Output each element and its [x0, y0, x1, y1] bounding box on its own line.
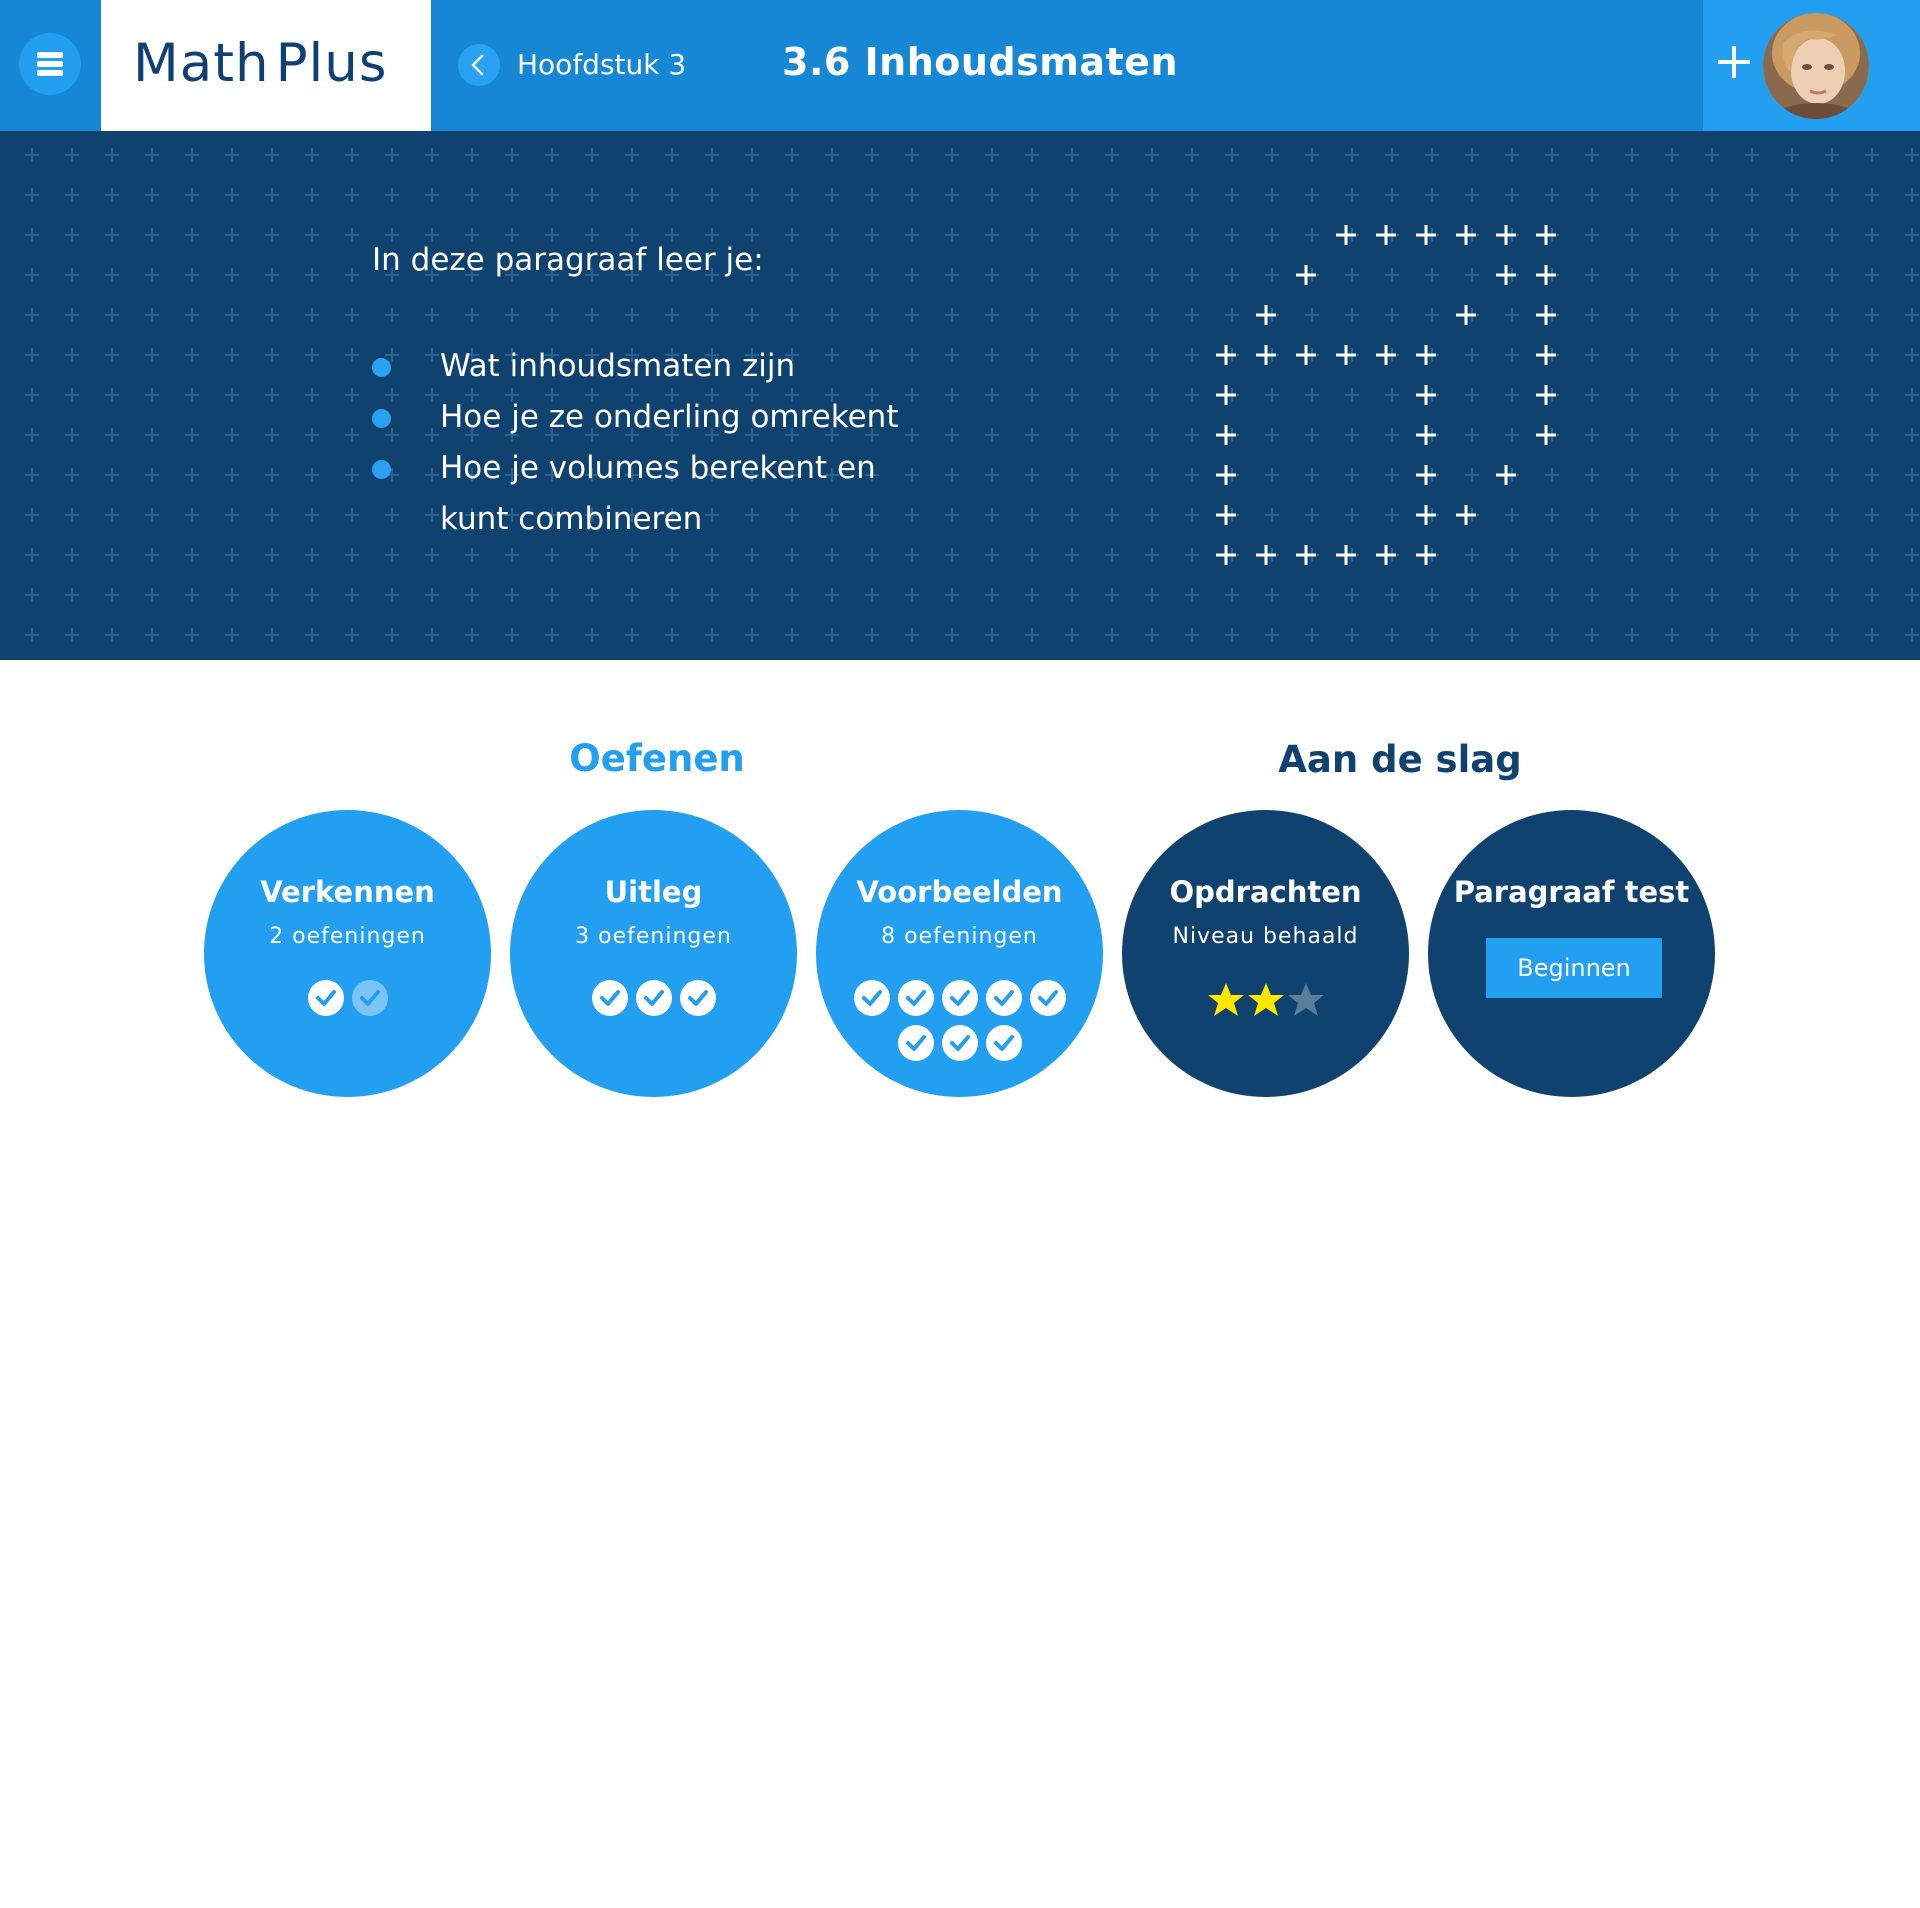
check-done-icon — [898, 980, 934, 1016]
menu-icon[interactable] — [19, 33, 81, 95]
card-subtitle: 8 oefeningen — [881, 924, 1038, 949]
cube-icon — [1200, 211, 1580, 591]
section-title-oefenen: Oefenen — [569, 737, 745, 780]
card-paragraaf-test — [1428, 810, 1715, 1097]
page-title: 3.6 Inhoudsmaten — [782, 40, 1178, 84]
bullet-icon — [372, 460, 391, 479]
begin-test-button[interactable]: Beginnen — [1486, 938, 1662, 998]
level-stars — [1122, 980, 1409, 1024]
star-filled-icon — [1206, 980, 1246, 1020]
card-subtitle: 3 oefeningen — [575, 924, 732, 949]
check-done-icon — [308, 980, 344, 1016]
progress-checks — [510, 980, 797, 1016]
bullet-icon — [372, 409, 391, 428]
list-item — [372, 443, 898, 494]
plus-pattern-background — [0, 131, 1920, 660]
top-bar — [0, 0, 1920, 131]
check-done-icon — [636, 980, 672, 1016]
user-avatar[interactable] — [1763, 13, 1869, 119]
check-done-icon — [592, 980, 628, 1016]
progress-checks — [816, 980, 1103, 1016]
card-title: Voorbeelden — [856, 875, 1063, 909]
bullet-icon — [372, 358, 391, 377]
card-title: Paragraaf test — [1453, 875, 1690, 909]
breadcrumb[interactable]: Hoofdstuk 3 — [517, 48, 687, 81]
intro-text: In deze paragraaf leer je: — [372, 242, 764, 278]
card-subtitle: Niveau behaald — [1172, 924, 1359, 949]
goal-text: Hoe je volumes berekent en — [440, 450, 876, 486]
star-filled-icon — [1246, 980, 1286, 1020]
list-item — [372, 341, 898, 392]
progress-checks-row-2 — [816, 1025, 1103, 1061]
check-done-icon — [1030, 980, 1066, 1016]
card-title: Opdrachten — [1169, 875, 1362, 909]
list-item — [372, 392, 898, 443]
goal-text: kunt combineren — [440, 501, 703, 537]
card-title: Verkennen — [260, 875, 435, 909]
menu-cell — [0, 0, 101, 131]
check-done-icon — [942, 1025, 978, 1061]
check-done-icon — [854, 980, 890, 1016]
check-done-icon — [986, 980, 1022, 1016]
card-uitleg[interactable] — [510, 810, 797, 1097]
goal-text: Hoe je ze onderling omrekent — [440, 399, 899, 435]
star-empty-icon — [1286, 980, 1326, 1020]
plus-icon[interactable] — [1712, 40, 1756, 84]
chevron-left-icon[interactable] — [458, 44, 500, 86]
check-done-icon — [942, 980, 978, 1016]
learning-goals — [372, 341, 898, 545]
check-done-icon — [680, 980, 716, 1016]
check-done-icon — [898, 1025, 934, 1061]
check-pending-icon — [352, 980, 388, 1016]
card-subtitle: 2 oefeningen — [269, 924, 426, 949]
card-verkennen[interactable] — [204, 810, 491, 1097]
list-item-continued — [372, 494, 898, 545]
goal-text: Wat inhoudsmaten zijn — [440, 348, 796, 384]
card-voorbeelden[interactable] — [816, 810, 1103, 1097]
section-title-aan-de-slag: Aan de slag — [1278, 738, 1522, 781]
hero-banner — [0, 131, 1920, 660]
progress-checks — [204, 980, 491, 1016]
card-opdrachten[interactable] — [1122, 810, 1409, 1097]
check-done-icon — [986, 1025, 1022, 1061]
logo[interactable] — [101, 0, 431, 131]
logo-text: Math Plus — [133, 33, 388, 94]
card-title: Uitleg — [604, 875, 703, 909]
